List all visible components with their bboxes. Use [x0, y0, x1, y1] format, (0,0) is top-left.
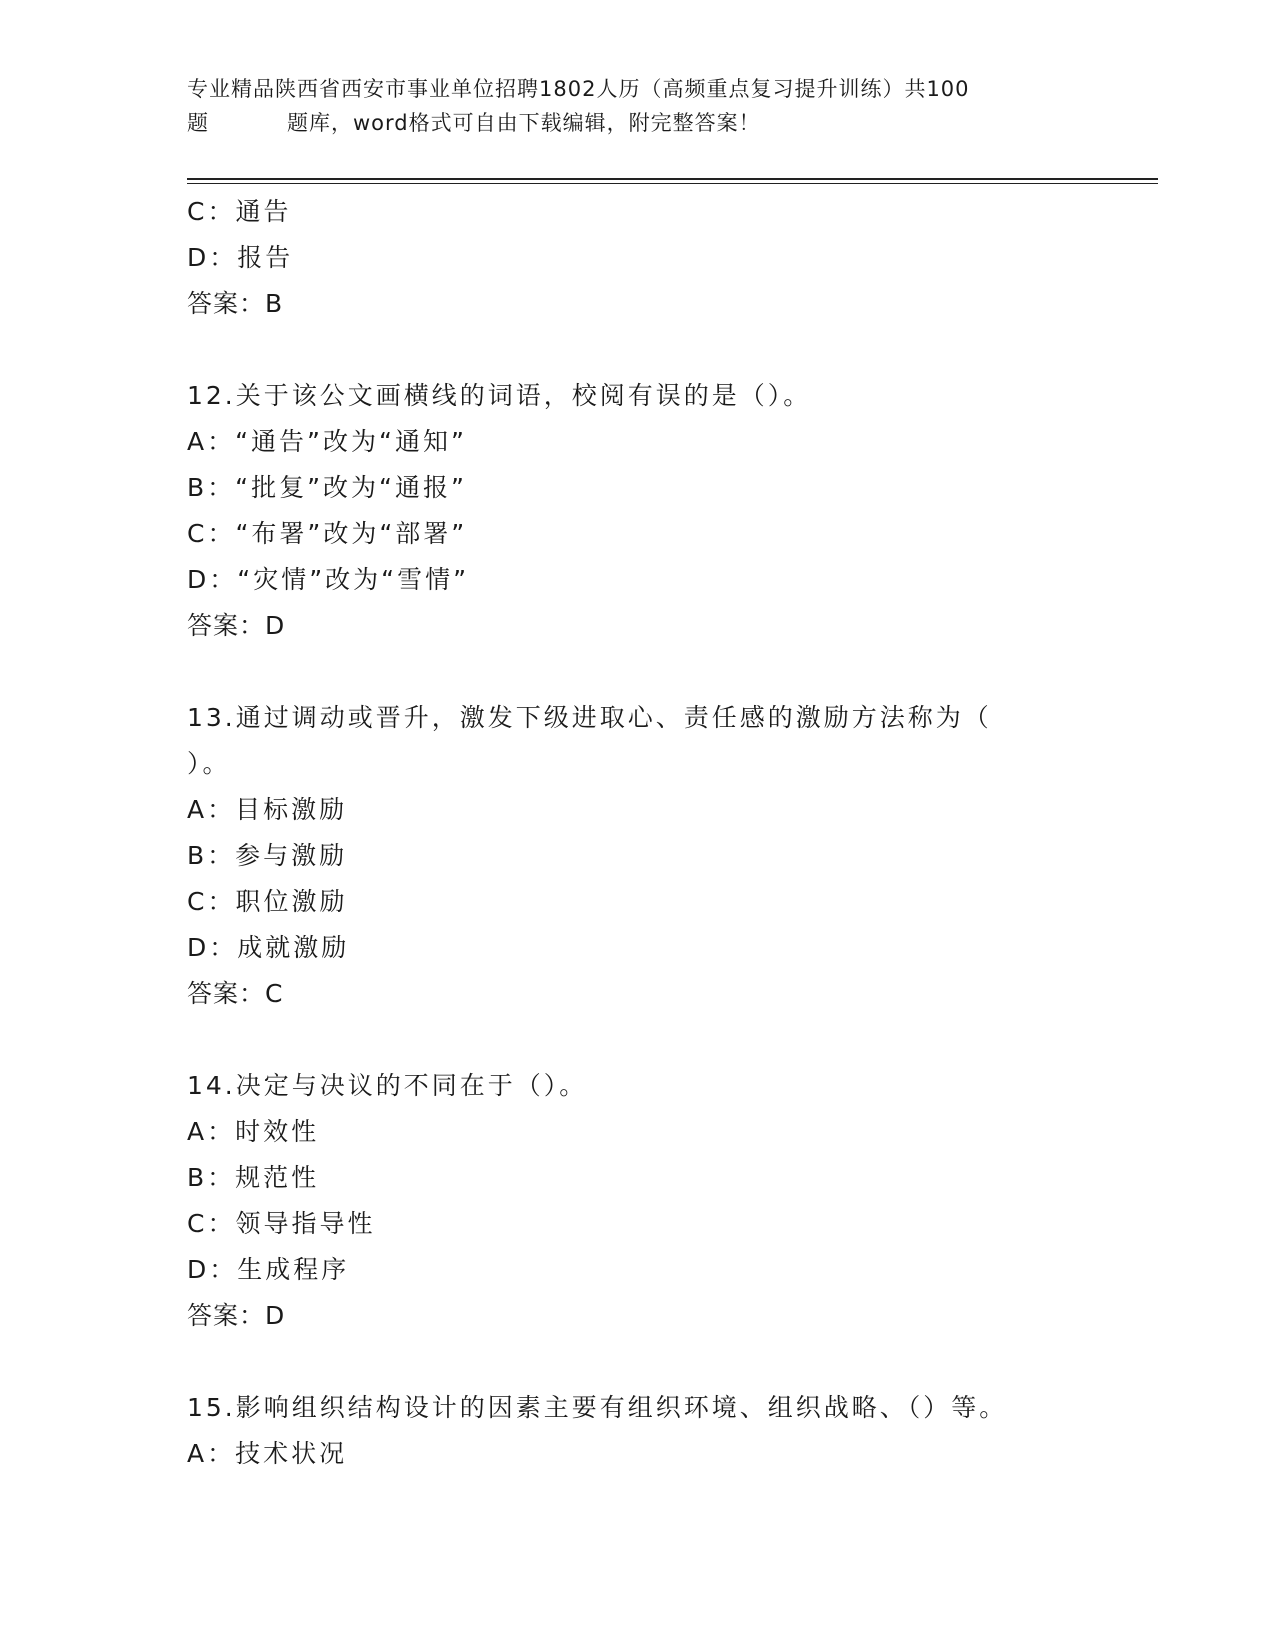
q14-option-a: A：时效性	[187, 1117, 320, 1146]
spacer	[187, 649, 1147, 695]
header-title-line2	[187, 106, 1087, 140]
q13-option-a: A：目标激励	[187, 795, 348, 824]
q14-option-b: B：规范性	[187, 1163, 320, 1192]
q13-question-line2: ）。	[187, 749, 231, 778]
prev-option-c: C：通告	[187, 197, 292, 226]
q12-option-c: C：“布署”改为“部署”	[187, 519, 468, 548]
q12-option-a: A：“通告”改为“通知”	[187, 427, 467, 456]
q14-answer: 答案：D	[187, 1301, 286, 1330]
q14-option-d: D：生成程序	[187, 1255, 350, 1284]
spacer	[187, 1339, 1147, 1385]
q13-answer: 答案：C	[187, 979, 284, 1008]
q12-answer: 答案：D	[187, 611, 286, 640]
q15-question: 15.影响组织结构设计的因素主要有组织环境、组织战略、（）等。	[187, 1393, 1008, 1422]
header-title-line2-text: 题库，word格式可自由下载编辑，附完整答案！	[287, 111, 761, 135]
q14-question: 14.决定与决议的不同在于（）。	[187, 1071, 588, 1100]
spacer	[187, 327, 1147, 373]
q14-option-c: C：领导指导性	[187, 1209, 376, 1238]
header-divider-thick	[187, 178, 1158, 180]
header-divider-thin	[187, 183, 1158, 184]
q13-option-d: D：成就激励	[187, 933, 350, 962]
q13-question-line1: 13.通过调动或晋升，激发下级进取心、责任感的激励方法称为（	[187, 703, 992, 732]
header-title-line1: 专业精品陕西省西安市事业单位招聘1802人历（高频重点复习提升训练）共100	[187, 77, 970, 101]
q12-question: 12.关于该公文画横线的词语，校阅有误的是（）。	[187, 381, 812, 410]
header-title-line2-prefix: 题	[187, 111, 209, 135]
spacer	[187, 1017, 1147, 1063]
prev-option-d: D：报告	[187, 243, 294, 272]
q13-option-c: C：职位激励	[187, 887, 348, 916]
question-list	[187, 189, 1147, 1477]
document-header	[187, 72, 1087, 140]
q13-option-b: B：参与激励	[187, 841, 348, 870]
q12-option-d: D：“灾情”改为“雪情”	[187, 565, 470, 594]
prev-answer: 答案：B	[187, 289, 284, 318]
q12-option-b: B：“批复”改为“通报”	[187, 473, 467, 502]
q15-option-a: A：技术状况	[187, 1439, 348, 1468]
